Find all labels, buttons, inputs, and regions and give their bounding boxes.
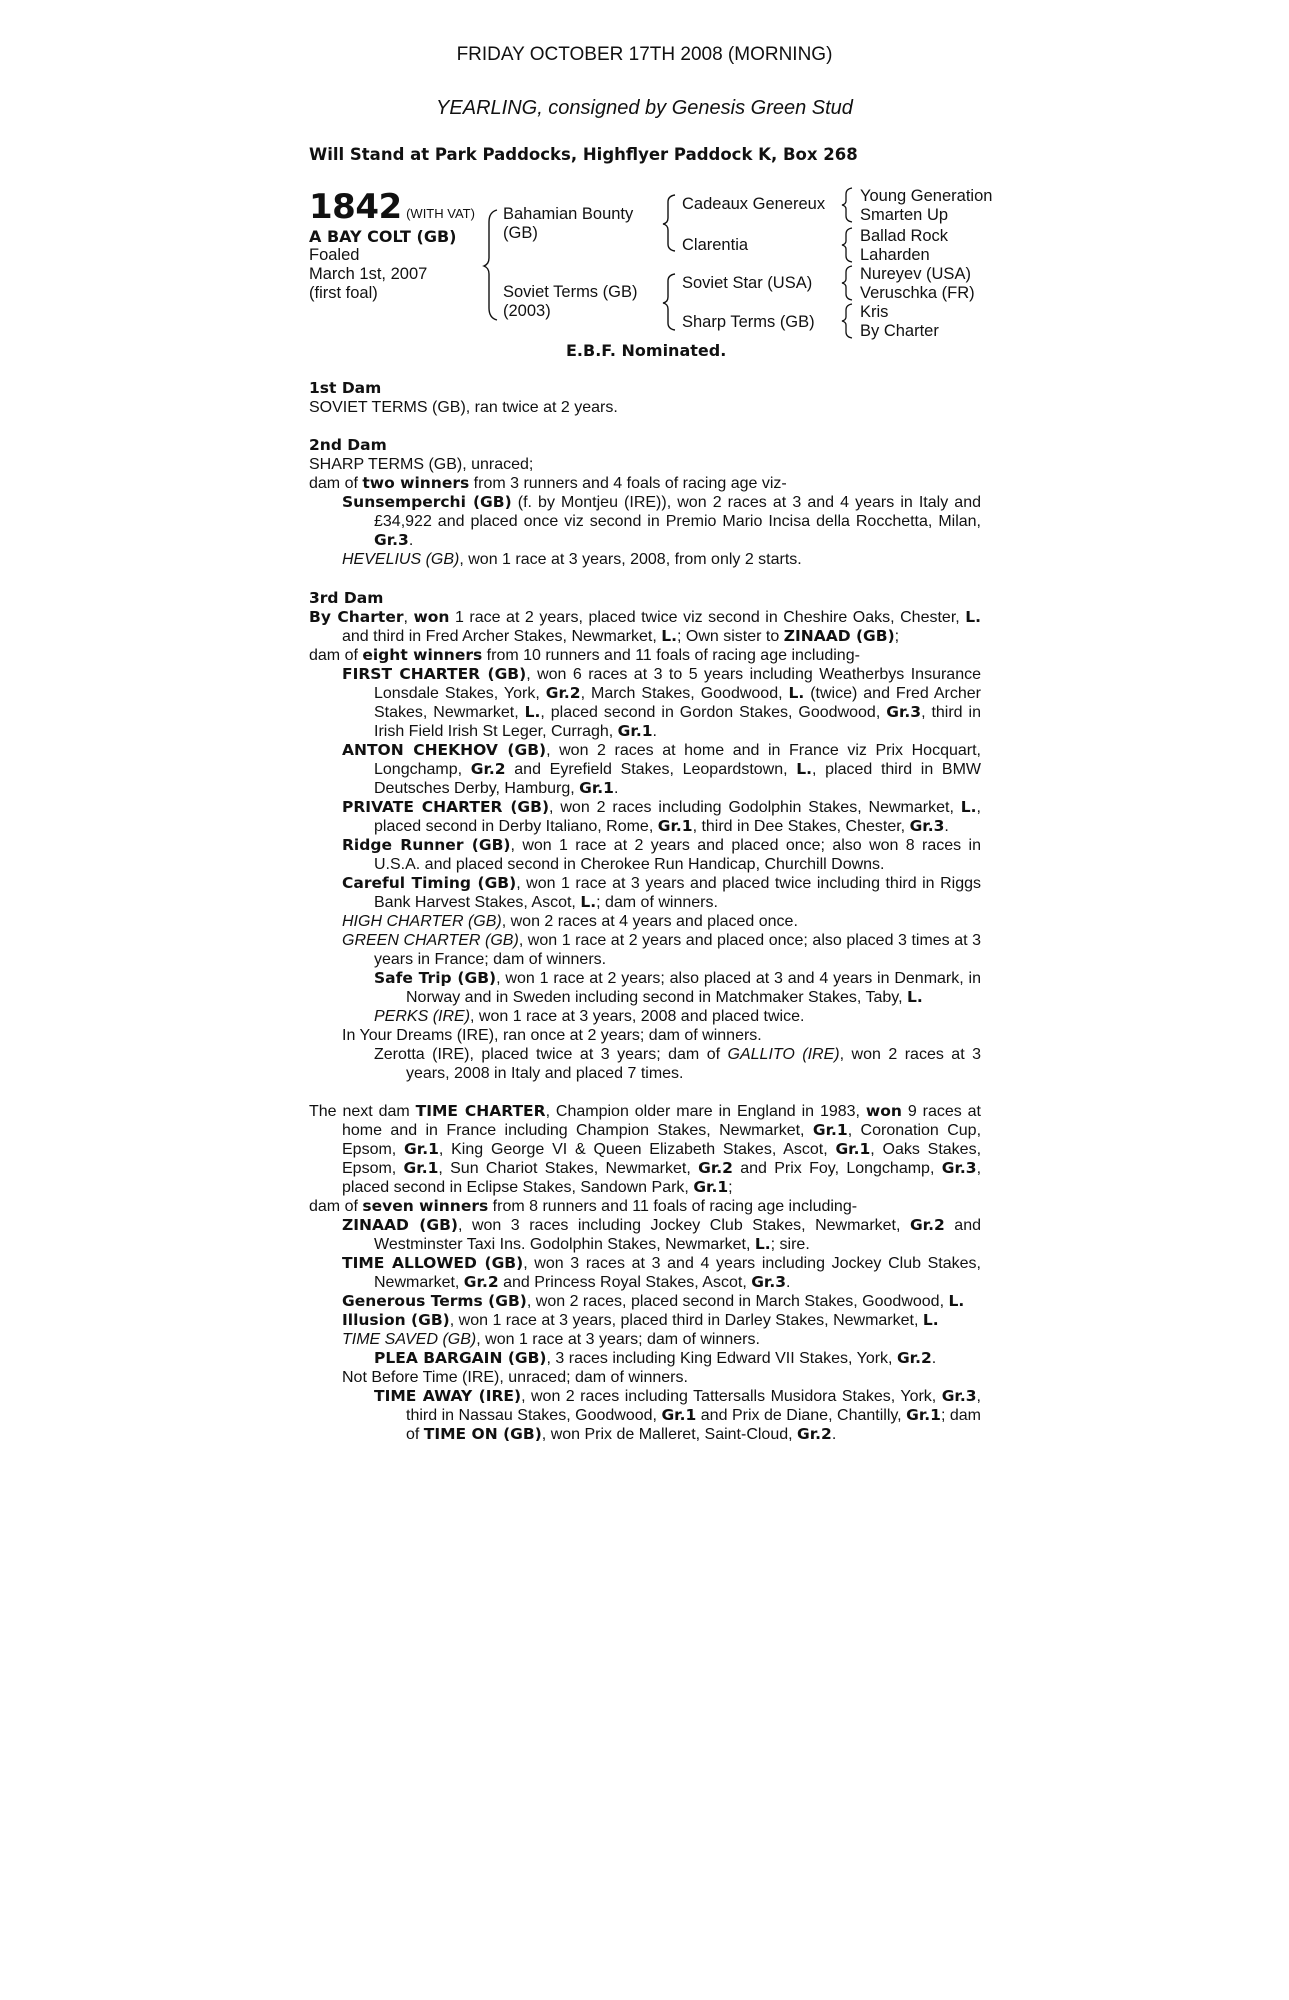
sale-date-line: FRIDAY OCTOBER 17TH 2008 (MORNING): [456, 44, 833, 65]
stand-location: Will Stand at Park Paddocks, Highflyer Paddock K, Box 268: [309, 145, 858, 164]
pedigree-bracket: [843, 187, 853, 223]
lot-header: [309, 187, 475, 227]
dam-sire: Soviet Star (USA): [682, 274, 813, 292]
dam-year: (2003): [503, 302, 551, 320]
next-dam-intro: The next dam TIME CHARTER, Champion older mare in England in 1983, won 9 races at home and in France including Champion Stakes, Newmarket, Gr.1, Coronation Cup, Epsom, Gr.1, King George VI & Queen Elizabeth Stakes, Ascot, Gr.1, Oaks Stakes, Epsom, Gr.1, Sun Chariot Stakes, Newmarket, Gr.2 and Prix Foy, Longchamp, Gr.3, placed second in Eclipse Stakes, Sandown Park, Gr.1;: [309, 1102, 982, 1196]
produce-entry: TIME AWAY (IRE), won 2 races including Tattersalls Musidora Stakes, York, Gr.3, third in Nassau Stakes, Goodwood, Gr.1 and Prix de Diane, Chantilly, Gr.1; dam of TIME ON (GB), won Prix de Malleret, Saint-Cloud, Gr.2.: [374, 1387, 982, 1443]
produce-entry: Illusion (GB), won 1 race at 3 years, placed third in Darley Stakes, Newmarket, L.: [342, 1311, 939, 1329]
gg-sdd: Laharden: [860, 246, 930, 264]
horse-name: Sunsemperchi (GB): [342, 493, 512, 511]
produce-entry: Not Before Time (IRE), unraced; dam of winners.: [342, 1369, 688, 1386]
sire-origin: (GB): [503, 224, 538, 242]
ebf-nominated: E.B.F. Nominated.: [566, 341, 727, 360]
produce-entry: Zerotta (IRE), placed twice at 3 years; dam of GALLITO (IRE), won 2 races at 3 years, 2008 in Italy and placed 7 times.: [374, 1046, 982, 1082]
third-dam-intro: By Charter, won 1 race at 2 years, placed twice viz second in Cheshire Oaks, Chester, L. and third in Fred Archer Stakes, Newmarket, L.; Own sister to ZINAAD (GB);: [309, 608, 981, 645]
gg-sss: Young Generation: [860, 187, 993, 205]
section-heading: 1st Dam: [309, 379, 382, 397]
lot-description: A BAY COLT (GB): [309, 227, 457, 246]
sire-dam: Clarentia: [682, 236, 749, 254]
horse-name: HEVELIUS (GB): [342, 551, 460, 568]
pedigree-bracket: [665, 273, 677, 331]
dam-of-line: dam of seven winners from 8 runners and 11 foals of racing age including-: [309, 1197, 858, 1215]
third-dam-section: [309, 589, 981, 1083]
produce-entry: PERKS (IRE), won 1 race at 3 years, 2008 and placed twice.: [374, 1008, 805, 1025]
produce-entry: PRIVATE CHARTER (GB), won 2 races including Godolphin Stakes, Newmarket, L., placed second in Derby Italiano, Rome, Gr.1, third in Dee Stakes, Chester, Gr.3.: [342, 798, 981, 835]
produce-entry: HEVELIUS (GB), won 1 race at 3 years, 2008, from only 2 starts.: [342, 551, 802, 568]
consignor-subtitle: YEARLING, consigned by Genesis Green Stud: [436, 97, 853, 119]
first-dam-section: [309, 379, 981, 417]
sire-name: Bahamian Bounty: [503, 205, 634, 223]
gg-sds: Ballad Rock: [860, 227, 949, 245]
first-dam-text: SOVIET TERMS (GB), ran twice at 2 years.: [309, 399, 618, 416]
gg-dss: Nureyev (USA): [860, 265, 971, 283]
second-dam-intro: SHARP TERMS (GB), unraced;: [309, 456, 534, 473]
produce-entry: FIRST CHARTER (GB), won 6 races at 3 to 5 years including Weatherbys Insurance Lonsdale Stakes, York, Gr.2, March Stakes, Goodwood, L. (twice) and Fred Archer Stakes, Newmarket, L., placed second in Gordon Stakes, Goodwood, Gr.3, third in Irish Field Irish St Leger, Curragh, Gr.1.: [342, 665, 982, 740]
produce-entry: Ridge Runner (GB), won 1 race at 2 years and placed once; also won 8 races in U.S.A. and placed second in Cherokee Run Handicap, Churchill Downs.: [342, 836, 981, 873]
next-dam-section: [309, 1102, 981, 1444]
produce-entry: Safe Trip (GB), won 1 race at 2 years; also placed at 3 and 4 years in Denmark, in Norway and in Sweden including second in Matchmaker Stakes, Taby, L.: [374, 969, 981, 1006]
section-heading: 3rd Dam: [309, 589, 384, 607]
pedigree-bracket: [843, 265, 853, 301]
foaled-label: Foaled: [309, 246, 360, 264]
dam-dam: Sharp Terms (GB): [682, 313, 815, 331]
pedigree-bracket: [487, 208, 499, 320]
gg-dsd: Veruschka (FR): [860, 284, 975, 302]
dam-of-line: dam of two winners from 3 runners and 4 foals of racing age viz-: [309, 474, 787, 492]
produce-entry: ANTON CHEKHOV (GB), won 2 races at home and in France viz Prix Hocquart, Longchamp, Gr.2 and Eyrefield Stakes, Leopardstown, L., placed third in BMW Deutsches Derby, Hamburg, Gr.1.: [342, 741, 981, 797]
produce-entry: Sunsemperchi (GB) (f. by Montjeu (IRE)), won 2 races at 3 and 4 years in Italy and £34,922 and placed once viz second in Premio Mario Incisa della Rocchetta, Milan, Gr.3.: [342, 493, 981, 549]
sire-sire: Cadeaux Genereux: [682, 195, 826, 213]
produce-entry: GREEN CHARTER (GB), won 1 race at 2 years and placed once; also placed 3 times at 3 years in France; dam of winners.: [342, 932, 982, 968]
produce-entry: TIME ALLOWED (GB), won 3 races at 3 and 4 years including Jockey Club Stakes, Newmarket, Gr.2 and Princess Royal Stakes, Ascot, Gr.3.: [342, 1254, 981, 1291]
produce-entry: ZINAAD (GB), won 3 races including Jockey Club Stakes, Newmarket, Gr.2 and Westminster Taxi Ins. Godolphin Stakes, Newmarket, L.; sire.: [342, 1216, 981, 1253]
foal-note: (first foal): [309, 284, 378, 302]
vat-note: (WITH VAT): [406, 206, 475, 221]
pedigree-bracket: [843, 303, 853, 339]
foaled-date: March 1st, 2007: [309, 265, 428, 283]
pedigree-bracket: [843, 227, 853, 263]
produce-entry: PLEA BARGAIN (GB), 3 races including King Edward VII Stakes, York, Gr.2.: [374, 1349, 937, 1367]
gg-ddd: By Charter: [860, 322, 939, 340]
lot-number: 1842: [309, 187, 402, 227]
produce-entry: Careful Timing (GB), won 1 race at 3 years and placed twice including third in Riggs Bank Harvest Stakes, Ascot, L.; dam of winners.: [342, 874, 981, 911]
produce-entry: Generous Terms (GB), won 2 races, placed second in March Stakes, Goodwood, L.: [342, 1292, 965, 1310]
dam-name: Soviet Terms (GB): [503, 283, 638, 301]
pedigree-bracket: [665, 194, 677, 252]
gg-ssd: Smarten Up: [860, 206, 949, 224]
gg-dds: Kris: [860, 303, 889, 321]
section-heading: 2nd Dam: [309, 436, 387, 454]
produce-entry: In Your Dreams (IRE), ran once at 2 years; dam of winners.: [342, 1027, 762, 1044]
second-dam-section: [309, 436, 981, 569]
dam-of-line: dam of eight winners from 10 runners and 11 foals of racing age including-: [309, 646, 860, 664]
produce-entry: TIME SAVED (GB), won 1 race at 3 years; dam of winners.: [342, 1331, 760, 1348]
produce-entry: HIGH CHARTER (GB), won 2 races at 4 years and placed once.: [342, 913, 798, 930]
